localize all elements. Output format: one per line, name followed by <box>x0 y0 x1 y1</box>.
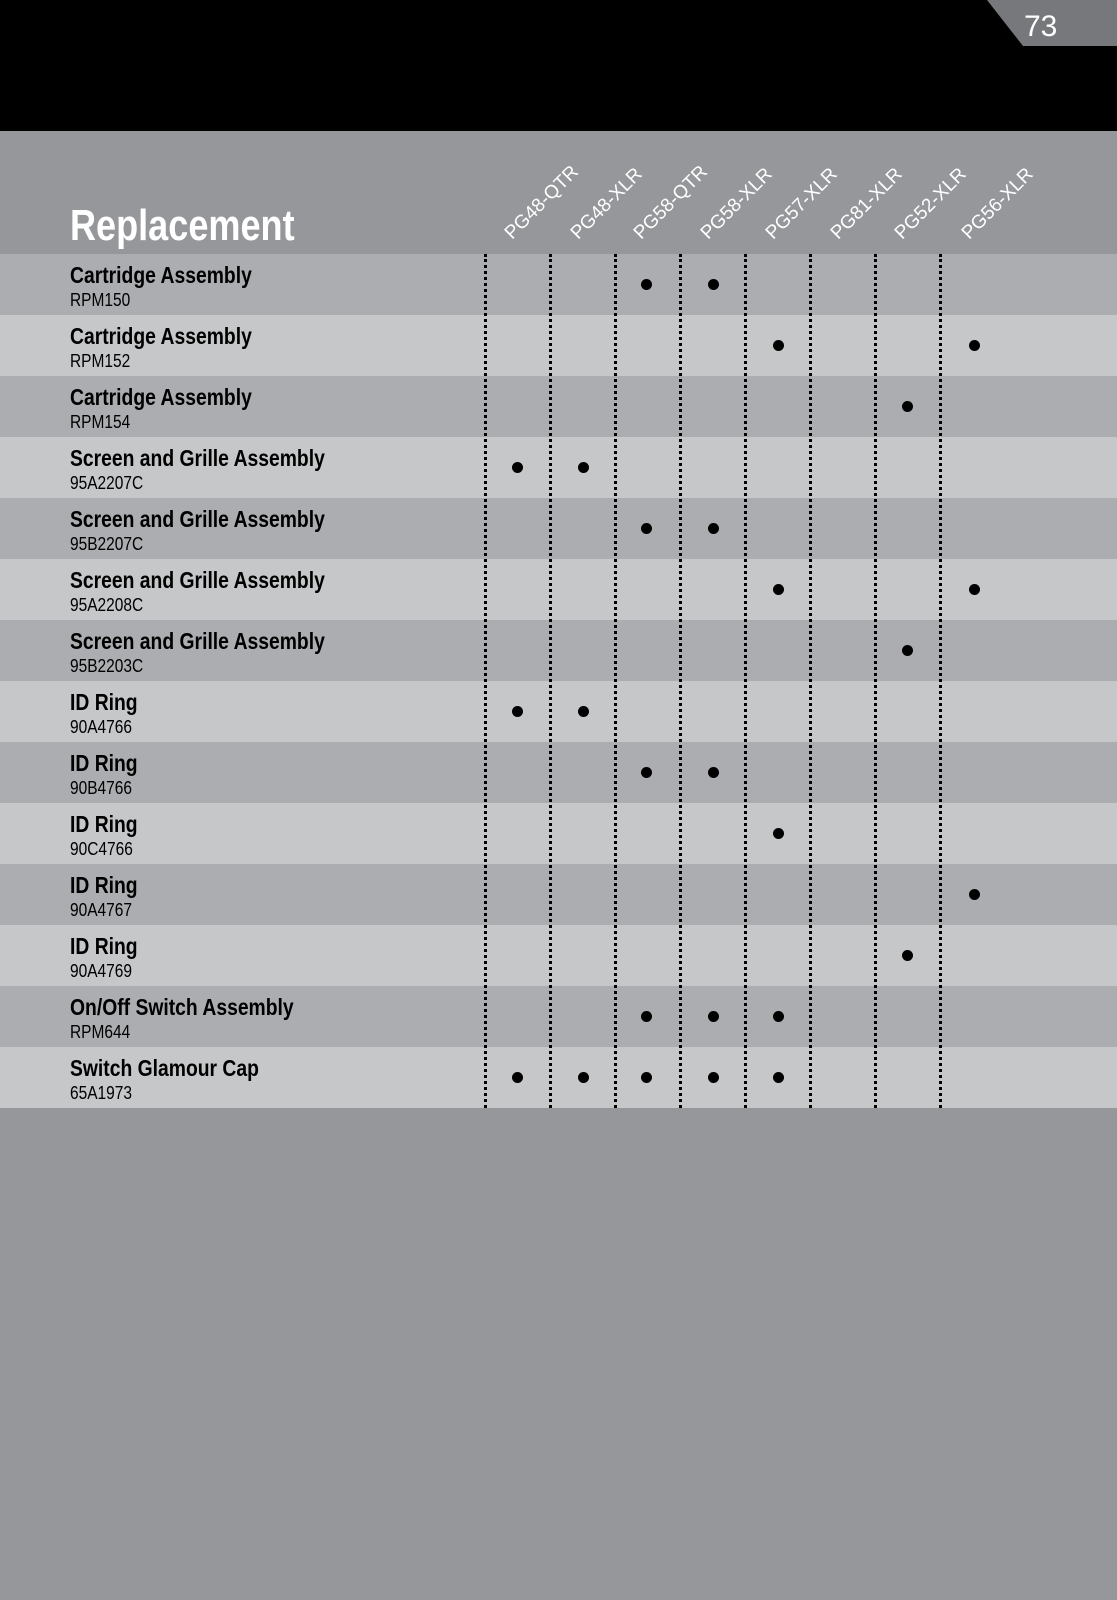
part-name: Cartridge Assembly <box>70 384 252 410</box>
compatibility-dot <box>708 523 719 534</box>
part-number: 95A2208C <box>70 595 144 615</box>
part-name: On/Off Switch Assembly <box>70 994 294 1020</box>
part-number: RPM154 <box>70 412 131 432</box>
part-number: 95B2207C <box>70 534 144 554</box>
compatibility-dot <box>641 1011 652 1022</box>
column-header: PG58-XLR <box>696 163 777 244</box>
table-row <box>0 986 1117 1047</box>
table-row <box>0 742 1117 803</box>
page-number: 73 <box>1024 10 1058 43</box>
part-name: Cartridge Assembly <box>70 262 252 288</box>
column-separator <box>679 254 682 1108</box>
table-row <box>0 498 1117 559</box>
part-name: ID Ring <box>70 811 138 837</box>
part-number: 90A4767 <box>70 900 132 920</box>
part-number: 65A1973 <box>70 1083 132 1103</box>
column-separator <box>484 254 487 1108</box>
table-row <box>0 681 1117 742</box>
table-row <box>0 559 1117 620</box>
compatibility-dot <box>708 279 719 290</box>
compatibility-dot <box>969 340 980 351</box>
top-black-band <box>0 0 1117 131</box>
table-title: Replacement <box>70 201 295 250</box>
compatibility-dot <box>902 401 913 412</box>
part-name: ID Ring <box>70 872 138 898</box>
part-name: Screen and Grille Assembly <box>70 445 325 471</box>
column-header: PG48-QTR <box>500 161 583 244</box>
compatibility-dot <box>708 767 719 778</box>
column-separator <box>809 254 812 1108</box>
part-name: Screen and Grille Assembly <box>70 567 325 593</box>
part-name: ID Ring <box>70 933 138 959</box>
compatibility-dot <box>773 340 784 351</box>
compatibility-dot <box>969 584 980 595</box>
column-header: PG81-XLR <box>826 163 907 244</box>
compatibility-dot <box>512 1072 523 1083</box>
compatibility-dot <box>773 584 784 595</box>
part-number: RPM152 <box>70 351 131 371</box>
part-number: 90C4766 <box>70 839 133 859</box>
compatibility-dot <box>773 1011 784 1022</box>
part-name: Screen and Grille Assembly <box>70 506 325 532</box>
compatibility-dot <box>902 950 913 961</box>
column-separator <box>939 254 942 1108</box>
table-row <box>0 437 1117 498</box>
part-number: 90B4766 <box>70 778 132 798</box>
column-header: PG57-XLR <box>761 163 842 244</box>
compatibility-dot <box>578 462 589 473</box>
table-row <box>0 254 1117 315</box>
table-row <box>0 376 1117 437</box>
compatibility-dot <box>641 1072 652 1083</box>
compatibility-dot <box>969 889 980 900</box>
column-separator <box>874 254 877 1108</box>
column-separator <box>549 254 552 1108</box>
part-number: 95B2203C <box>70 656 144 676</box>
part-number: RPM150 <box>70 290 131 310</box>
table-row <box>0 925 1117 986</box>
table-row <box>0 620 1117 681</box>
table-row <box>0 1047 1117 1108</box>
column-header: PG58-QTR <box>629 161 712 244</box>
part-name: ID Ring <box>70 750 138 776</box>
compatibility-dot <box>512 462 523 473</box>
part-number: RPM644 <box>70 1022 131 1042</box>
compatibility-dot <box>512 706 523 717</box>
compatibility-dot <box>773 1072 784 1083</box>
table-row <box>0 803 1117 864</box>
part-name: Screen and Grille Assembly <box>70 628 325 654</box>
table-row <box>0 315 1117 376</box>
column-header: PG52-XLR <box>890 163 971 244</box>
compatibility-dot <box>902 645 913 656</box>
table-row <box>0 864 1117 925</box>
compatibility-dot <box>708 1011 719 1022</box>
compatibility-dot <box>578 706 589 717</box>
part-number: 95A2207C <box>70 473 144 493</box>
compatibility-dot <box>641 767 652 778</box>
compatibility-dot <box>708 1072 719 1083</box>
part-number: 90A4769 <box>70 961 132 981</box>
column-separator <box>614 254 617 1108</box>
column-header: PG48-XLR <box>566 163 647 244</box>
compatibility-dot <box>641 523 652 534</box>
part-name: Cartridge Assembly <box>70 323 252 349</box>
compatibility-dot <box>641 279 652 290</box>
part-name: Switch Glamour Cap <box>70 1055 259 1081</box>
column-separator <box>744 254 747 1108</box>
column-header: PG56-XLR <box>957 163 1038 244</box>
part-number: 90A4766 <box>70 717 132 737</box>
compatibility-dot <box>773 828 784 839</box>
compatibility-dot <box>578 1072 589 1083</box>
part-name: ID Ring <box>70 689 138 715</box>
